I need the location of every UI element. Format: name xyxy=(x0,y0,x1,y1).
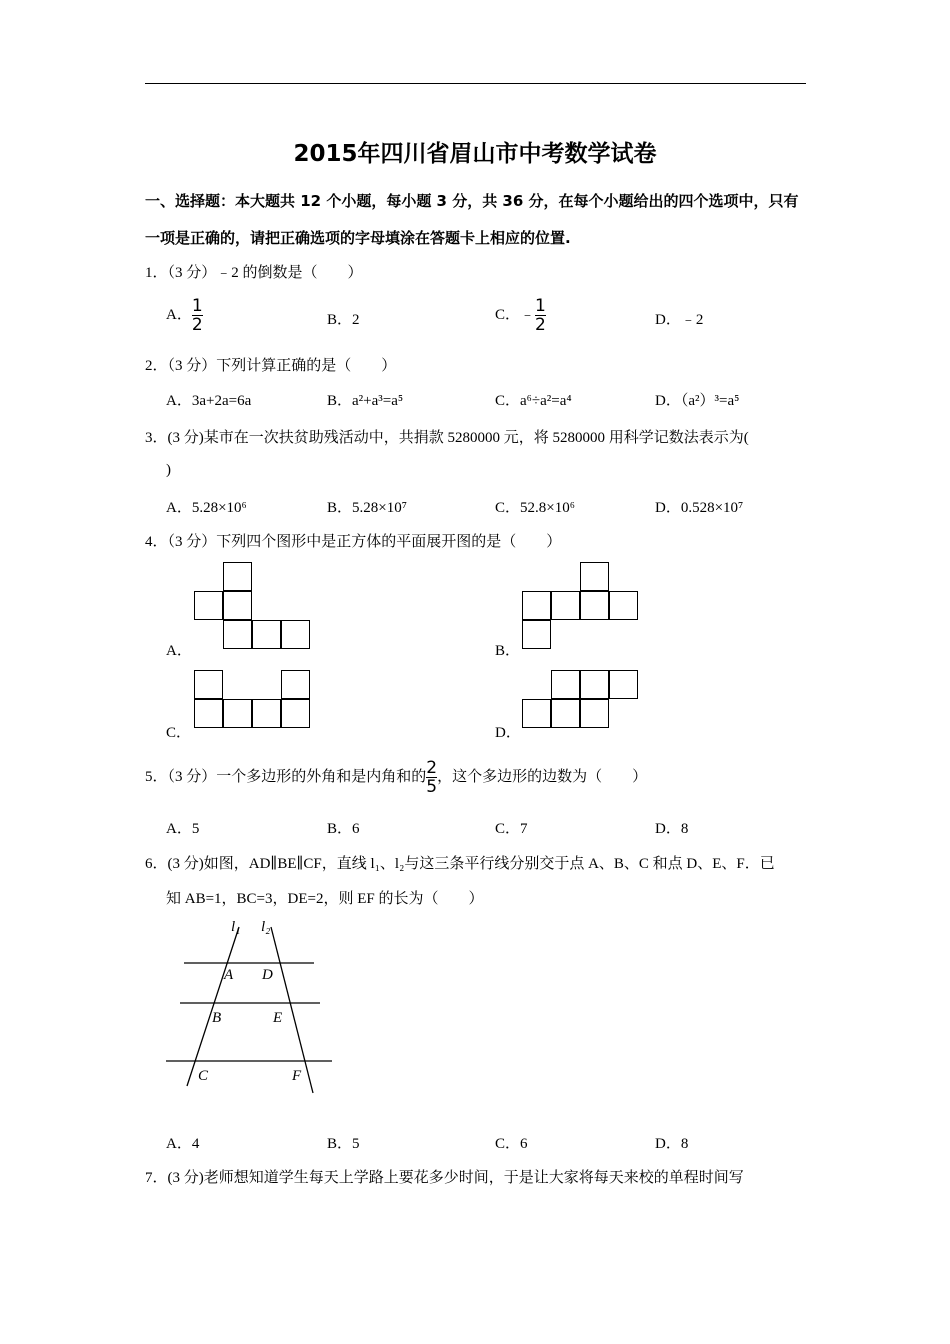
net-square xyxy=(281,670,310,699)
question-6-stem-line1: 6．(3 分)如图，AD∥BE∥CF，直线 l₁、l₂与这三条平行线分别交于点 A、B、C 和点 D、E、F．已 xyxy=(145,856,775,872)
question-6-stem-line2: 知 AB=1，BC=3，DE=2，则 EF 的长为（ ） xyxy=(166,891,484,907)
net-square xyxy=(223,562,252,591)
numerator: 1 xyxy=(535,296,546,316)
question-2-stem: 2．（3 分）下列计算正确的是（ ） xyxy=(145,358,397,374)
net-square xyxy=(252,699,281,728)
question-3-option-d: D．0.528×10⁷ xyxy=(655,500,744,516)
question-4-option-c: C． xyxy=(166,725,192,741)
question-2-option-d: D．（a²）³=a⁵ xyxy=(655,393,740,409)
label-l1: l₁ xyxy=(231,919,241,935)
label-l2: l₂ xyxy=(261,919,271,935)
net-square xyxy=(609,670,638,699)
net-square xyxy=(194,670,223,699)
question-3-stem-line1: 3．(3 分)某市在一次扶贫助残活动中，共捐款 5280000 元，将 5280000 用科学记数法表示为( xyxy=(145,430,749,446)
option-label: A． xyxy=(166,306,192,323)
net-square xyxy=(522,591,551,620)
question-3-stem-line2: ) xyxy=(166,462,171,478)
question-6-option-c: C．6 xyxy=(495,1136,528,1152)
cube-net-c xyxy=(194,670,312,729)
question-5-option-c: C．7 xyxy=(495,821,528,837)
label-d: D xyxy=(262,967,273,983)
fraction xyxy=(535,297,546,334)
net-square xyxy=(281,699,310,728)
option-label: C．﹣ xyxy=(495,306,536,323)
question-6-option-a: A．4 xyxy=(166,1136,200,1152)
question-1-option-d: D．﹣2 xyxy=(655,312,704,328)
question-5-stem xyxy=(145,759,647,796)
numerator: 2 xyxy=(426,758,438,778)
net-square xyxy=(252,620,281,649)
label-a: A xyxy=(224,967,234,983)
question-2-option-a: A．3a+2a=6a xyxy=(166,393,252,409)
question-3-option-b: B．5.28×10⁷ xyxy=(327,500,407,516)
net-square xyxy=(223,699,252,728)
label-f: F xyxy=(292,1068,302,1084)
net-square xyxy=(223,620,252,649)
question-4-option-a: A． xyxy=(166,643,192,659)
net-square xyxy=(281,620,310,649)
question-1-option-a xyxy=(166,297,203,334)
question-6-option-d: D．8 xyxy=(655,1136,689,1152)
fraction xyxy=(192,297,203,334)
header-rule xyxy=(145,83,806,84)
question-1-option-c xyxy=(495,297,546,334)
net-square xyxy=(522,699,551,728)
parallel-lines-figure xyxy=(160,915,340,1100)
question-7-stem: 7．(3 分)老师想知道学生每天上学路上要花多少时间，于是让大家将每天来校的单程时间写 xyxy=(145,1170,744,1186)
question-4-option-d: D． xyxy=(495,725,521,741)
denominator: 2 xyxy=(535,315,546,335)
question-5-option-b: B．6 xyxy=(327,821,360,837)
stem-text: 5．（3 分）一个多边形的外角和是内角和的 xyxy=(145,768,427,785)
question-3-option-a: A．5.28×10⁶ xyxy=(166,500,247,516)
question-4-stem: 4．（3 分）下列四个图形中是正方体的平面展开图的是（ ） xyxy=(145,534,562,550)
label-b: B xyxy=(212,1010,222,1026)
label-c: C xyxy=(198,1068,209,1084)
question-2-option-b: B．a²+a³=a⁵ xyxy=(327,393,404,409)
label-e: E xyxy=(273,1010,283,1026)
cube-net-b xyxy=(522,562,640,650)
line-l1 xyxy=(187,927,239,1086)
question-3-option-c: C．52.8×10⁶ xyxy=(495,500,575,516)
question-5-option-a: A．5 xyxy=(166,821,200,837)
net-square xyxy=(551,670,580,699)
section-instructions-line2: 一项是正确的，请把正确选项的字母填涂在答题卡上相应的位置. xyxy=(145,229,571,247)
net-square xyxy=(551,591,580,620)
net-square xyxy=(522,620,551,649)
question-2-option-c: C．a⁶÷a²=a⁴ xyxy=(495,393,572,409)
page-title: 2015年四川省眉山市中考数学试卷 xyxy=(293,141,657,167)
denominator: 5 xyxy=(426,777,438,797)
net-square xyxy=(551,699,580,728)
stem-text: ，这个多边形的边数为（ ） xyxy=(437,768,648,785)
net-square xyxy=(194,699,223,728)
cube-net-a xyxy=(194,562,312,650)
numerator: 1 xyxy=(191,296,203,316)
question-6-option-b: B．5 xyxy=(327,1136,360,1152)
denominator: 2 xyxy=(191,315,203,335)
net-square xyxy=(609,591,638,620)
net-square xyxy=(194,591,223,620)
net-square xyxy=(580,591,609,620)
cube-net-d xyxy=(522,670,640,729)
fraction xyxy=(426,759,437,796)
net-square xyxy=(580,670,609,699)
question-1-option-b: B．2 xyxy=(327,312,360,328)
net-square xyxy=(580,699,609,728)
question-4-option-b: B． xyxy=(495,643,521,659)
section-instructions-line1: 一、选择题：本大题共 12 个小题，每小题 3 分，共 36 分，在每个小题给出的四个选项中，只有 xyxy=(145,192,799,210)
net-square xyxy=(580,562,609,591)
net-square xyxy=(223,591,252,620)
question-5-option-d: D．8 xyxy=(655,821,689,837)
question-1-stem: 1．（3 分）﹣2 的倒数是（ ） xyxy=(145,265,363,281)
